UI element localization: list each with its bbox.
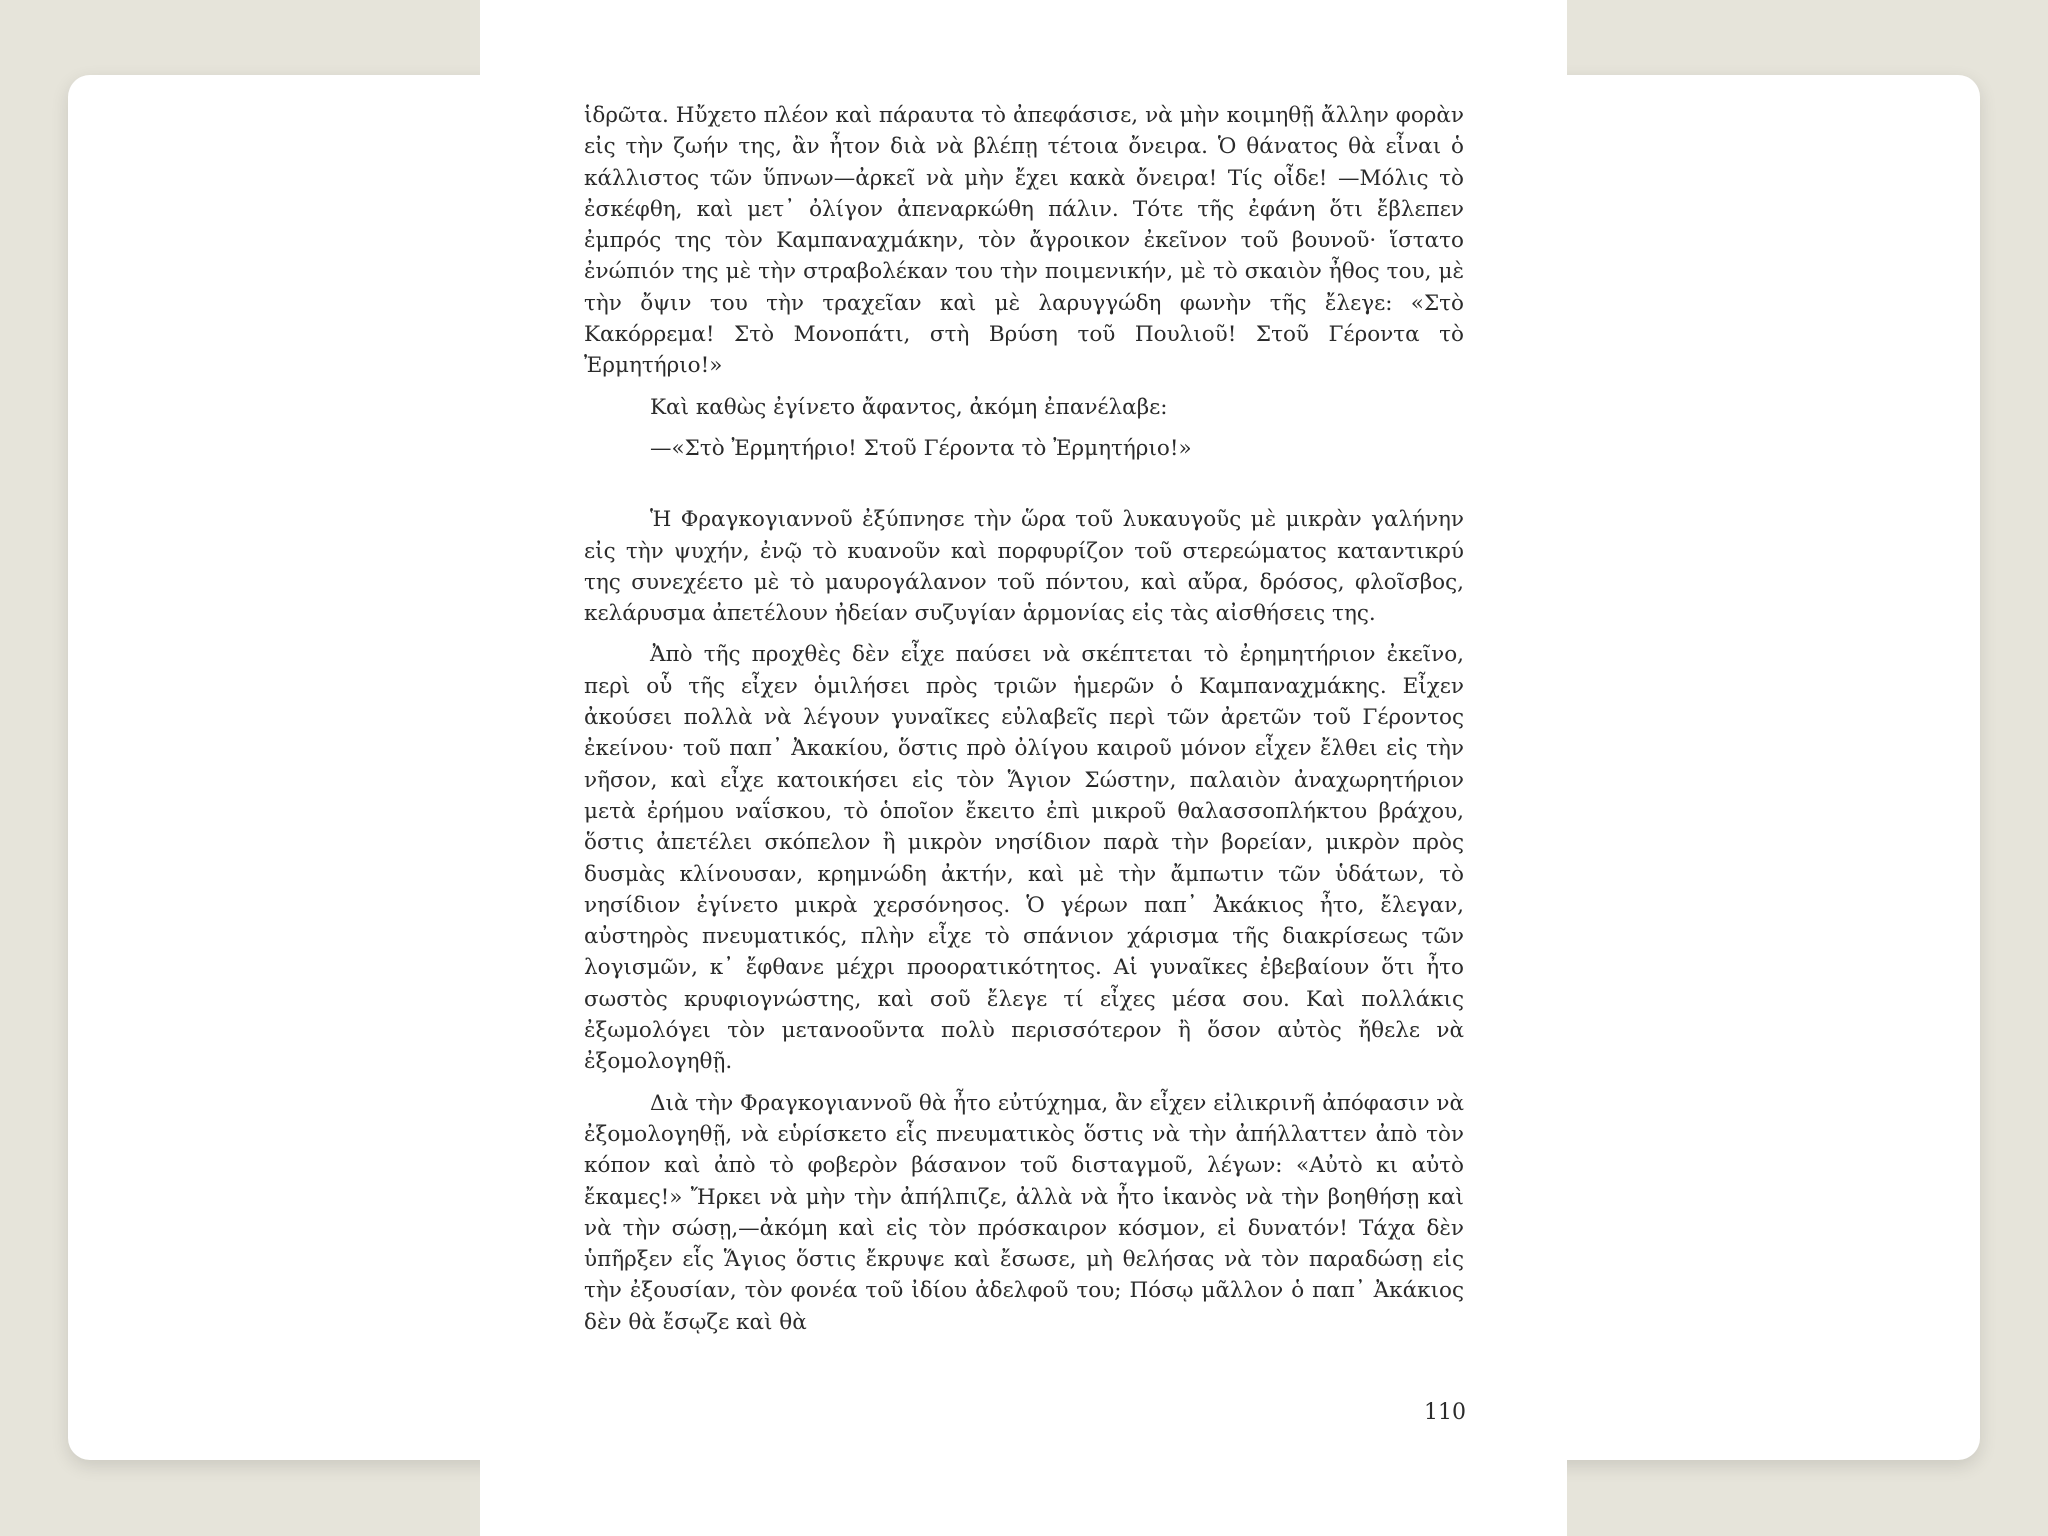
paragraph-5: Ἀπὸ τῆς προχθὲς δὲν εἶχε παύσει νὰ σκέπτεται τὸ ἐρημητήριον ἐκεῖνο, περὶ οὗ τῆς εἶχεν ὁμιλήσει πρὸς τριῶν ἡμερῶν ὁ Καμπαναχμάκης. Εἶχεν ἀκούσει πολλὰ νὰ λέγουν γυναῖκες εὐλαβεῖς περὶ τῶν ἀρετῶν τοῦ Γέροντος ἐκείνου· τοῦ παπ᾿ Ἀκακίου, ὅστις πρὸ ὀλίγου καιροῦ μόνον εἶχεν ἔλθει εἰς τὴν νῆσον, καὶ εἶχε κατοικήσει εἰς τὸν Ἅγιον Σώστην, παλαιὸν ἀναχωρητήριον μετὰ ἐρήμου ναΐσκου, τὸ ὁποῖον ἔκειτο ἐπὶ μικροῦ θαλασσοπλήκτου βράχου, ὅστις ἀπετέλει σκόπελον ἢ μικρὸν νησίδιον παρὰ τὴν βορείαν, μικρὸν πρὸς δυσμὰς κλίνουσαν, κρημνώδη ἀκτήν, καὶ μὲ τὴν ἄμπωτιν τῶν ὑδάτων, τὸ νησίδιον ἐγίνετο μικρὰ χερσόνησος. Ὁ γέρων παπ᾿ Ἀκάκιος ἦτο, ἔλεγαν, αὐστηρὸς πνευματικός, πλὴν εἶχε τὸ σπάνιον χάρισμα τῆς διακρίσεως τῶν λογισμῶν, κ᾿ ἔφθανε μέχρι προορατικότητος. Αἱ γυναῖκες ἐβεβαίουν ὅτι ἦτο σωστὸς κρυφιογνώστης, καὶ σοῦ ἔλεγε τί εἶχες μέσα σου. Καὶ πολλάκις ἐξωμολόγει τὸν μετανοοῦντα πολὺ περισσότερον ἢ ὅσον αὐτὸς ἤθελε νὰ ἐξομολογηθῇ. xyxy=(584,642,1464,1075)
paragraph-3: —«Στὸ Ἐρμητήριο! Στοῦ Γέροντα τὸ Ἐρμητήριο!» xyxy=(650,435,1192,461)
page-text xyxy=(584,100,1464,1338)
document-page xyxy=(480,0,1567,1536)
paragraph-1: ἱδρῶτα. Ηὔχετο πλέον καὶ πάραυτα τὸ ἀπεφάσισε, νὰ μὴν κοιμηθῇ ἄλλην φορὰν εἰς τὴν ζωήν της, ἂν ἦτον διὰ νὰ βλέπῃ τέτοια ὄνειρα. Ὁ θάνατος θὰ εἶναι ὁ κάλλιστος τῶν ὕπνων—ἀρκεῖ νὰ μὴν ἔχει κακὰ ὄνειρα! Τίς οἶδε! —Μόλις τὸ ἐσκέφθη, καὶ μετ᾿ ὀλίγον ἀπεναρκώθη πάλιν. Τότε τῆς ἐφάνη ὅτι ἔβλεπεν ἐμπρός της τὸν Καμπαναχμάκην, τὸν ἄγροικον ἐκεῖνον τοῦ βουνοῦ· ἵστατο ἐνώπιόν της μὲ τὴν στραβολέκαν του τὴν ποιμενικήν, μὲ τὸ σκαιὸν ἦθος του, μὲ τὴν ὄψιν του τὴν τραχεῖαν καὶ μὲ λαρυγγώδη φωνὴν τῆς ἔλεγε: «Στὸ Κακόρρεμα! Στὸ Μονοπάτι, στὴ Βρύση τοῦ Πουλιοῦ! Στοῦ Γέροντα τὸ Ἐρμητήριο!» xyxy=(584,103,1464,379)
paragraph-6: Διὰ τὴν Φραγκογιαννοῦ θὰ ἦτο εὐτύχημα, ἂν εἶχεν εἰλικρινῆ ἀπόφασιν νὰ ἐξομολογηθῇ, νὰ εὑρίσκετο εἷς πνευματικὸς ὅστις νὰ τὴν ἀπήλλαττεν ἀπὸ τὸν κόπον καὶ ἀπὸ τὸ φοβερὸν βάσανον τοῦ δισταγμοῦ, λέγων: «Αὐτὸ κι αὐτὸ ἔκαμες!» Ἤρκει νὰ μὴν τὴν ἀπήλπιζε, ἀλλὰ νὰ ἦτο ἱκανὸς νὰ τὴν βοηθήσῃ καὶ νὰ τὴν σώσῃ,—ἀκόμη καὶ εἰς τὸν πρόσκαιρον κόσμον, εἰ δυνατόν! Τάχα δὲν ὑπῆρξεν εἷς Ἅγιος ὅστις ἔκρυψε καὶ ἔσωσε, μὴ θελήσας νὰ τὸν παραδώσῃ εἰς τὴν ἐξουσίαν, τὸν φονέα τοῦ ἰδίου ἀδελφοῦ του; Πόσῳ μᾶλλον ὁ παπ᾿ Ἀκάκιος δὲν θὰ ἔσῳζε καὶ θὰ xyxy=(584,1090,1464,1335)
page-number: 110 xyxy=(1424,1400,1466,1425)
paragraph-2: Καὶ καθὼς ἐγίνετο ἄφαντος, ἀκόμη ἐπανέλαβε: xyxy=(650,394,1168,420)
paragraph-4: Ἡ Φραγκογιαννοῦ ἐξύπνησε τὴν ὥρα τοῦ λυκαυγοῦς μὲ μικρὰν γαλήνην εἰς τὴν ψυχήν, ἐνῷ τὸ κυανοῦν καὶ πορφυρίζον τοῦ στερεώματος καταντικρύ της συνεχέετο μὲ τὸ μαυρογάλανον τοῦ πόντου, καὶ αὔρα, δρόσος, φλοῖσβος, κελάρυσμα ἀπετέλουν ἠδείαν συζυγίαν ἁρμονίας εἰς τὰς αἰσθήσεις της. xyxy=(584,507,1464,627)
